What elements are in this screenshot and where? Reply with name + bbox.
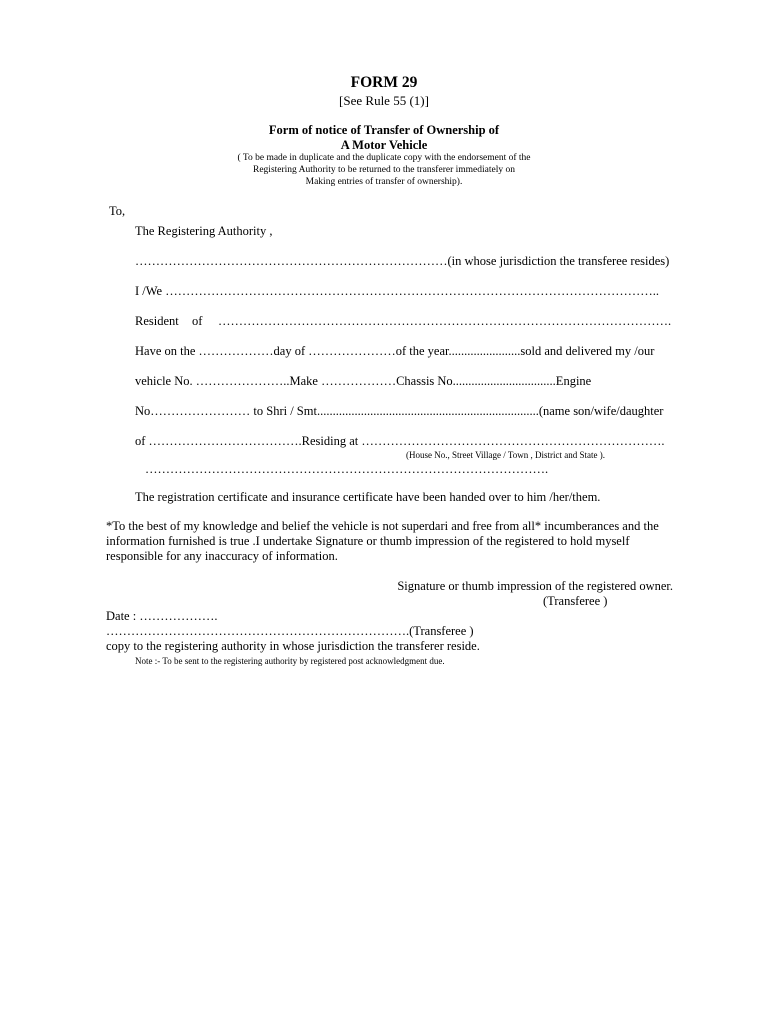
declaration-line-3: responsible for any inaccuracy of information. — [106, 549, 338, 563]
form-title: FORM 29 — [350, 74, 418, 91]
jurisdiction-field: …………………………………………………………………(in whose jurisdiction the transferee resides) — [135, 254, 670, 268]
instruction-note-line-2: Registering Authority to be returned to the transferer immediately on — [253, 165, 515, 175]
declaration-line-1: *To the best of my knowledge and belief the vehicle is not superdari and free from all* incumberances and the — [106, 519, 659, 533]
salutation-to: To, — [109, 204, 126, 218]
postal-note: Note :- To be sent to the registering authority by registered post acknowledgment due. — [135, 656, 445, 666]
copy-to-text: copy to the registering authority in whose jurisdiction the transferer reside. — [106, 639, 480, 653]
transferee-name-field: No…………………… to Shri / Smt.......................................................................(name son/wife/daughter — [135, 404, 664, 418]
form-heading-line-2: A Motor Vehicle — [340, 138, 428, 152]
sale-date-field: Have on the ………………day of …………………of the year.......................sold and delivered my /our — [135, 344, 655, 358]
vehicle-details-field: vehicle No. …………………..Make ………………Chassis No.................................Engine — [135, 374, 592, 388]
certificates-handed-over-text: The registration certificate and insurance certificate have been handed over to him /her/them. — [135, 490, 601, 504]
form-rule-reference: [See Rule 55 (1)] — [339, 93, 429, 108]
instruction-note-line-1: ( To be made in duplicate and the duplicate copy with the endorsement of the — [237, 153, 531, 163]
transferee-signature-field: ……………………………………………………………….(Transferee ) — [106, 624, 474, 638]
address-format-hint: (House No., Street Village / Town , District and State ). — [406, 450, 605, 460]
transferee-residence-field: of ……………………………….Residing at ………………………………………………………………. — [135, 434, 665, 448]
resident-of-label: of — [192, 314, 203, 328]
resident-address-field: ………………………………………………………………………………………………. — [218, 314, 672, 328]
transferee-label: (Transferee ) — [543, 594, 608, 608]
owner-name-field: I /We ……………………………………………………………………………………………………….. — [135, 284, 659, 298]
address-continuation-field: ……………………………………………………………………………………. — [145, 462, 549, 476]
form-heading-line-1: Form of notice of Transfer of Ownership of — [268, 123, 500, 137]
date-field: Date : ………………. — [106, 609, 218, 623]
instruction-note-line-3: Making entries of transfer of ownership). — [305, 177, 463, 187]
declaration-line-2: information furnished is true .I undertake Signature or thumb impression of the registered to hold myself — [106, 534, 630, 548]
registering-authority-label: The Registering Authority , — [135, 224, 273, 238]
resident-label: Resident — [135, 314, 179, 328]
owner-signature-label: Signature or thumb impression of the registered owner. — [397, 579, 673, 593]
